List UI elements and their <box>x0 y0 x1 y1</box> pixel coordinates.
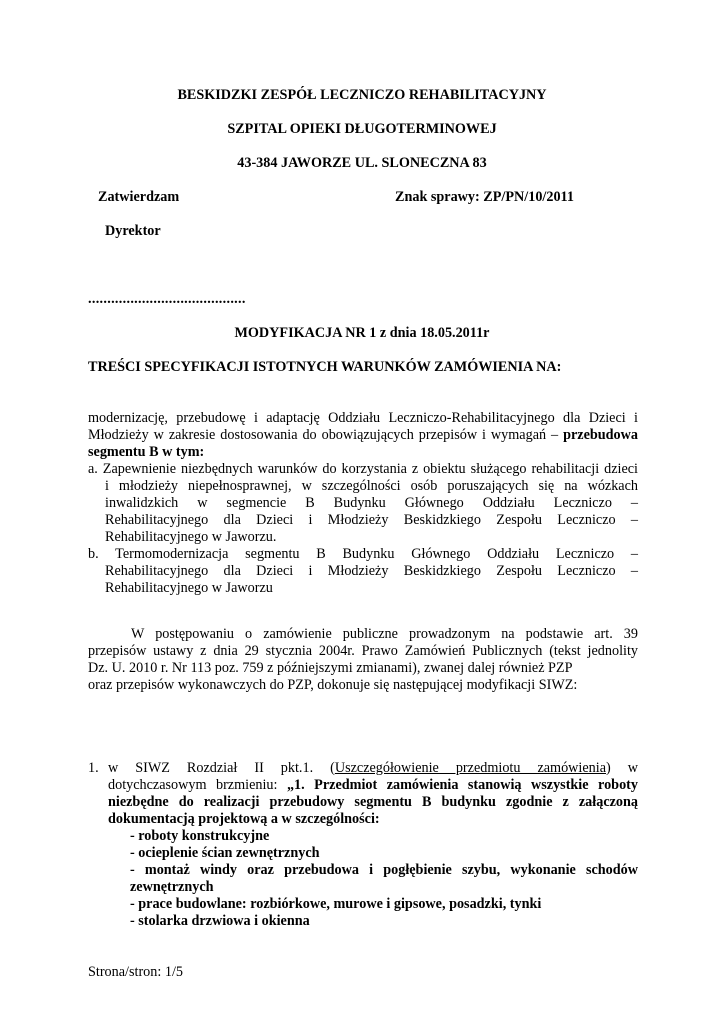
intro-line: segmentu B w tym: <box>88 444 205 460</box>
point-line <box>108 777 638 794</box>
works-item: - ocieplenie ścian zewnętrznych <box>130 845 320 861</box>
works-item: - roboty konstrukcyjne <box>130 828 270 844</box>
point-line: dokumentacją projektową a w szczególności: <box>108 811 380 827</box>
item-b-line: Rehabilitacyjnego w Jaworzu <box>105 580 273 596</box>
intro-text: Młodzieży w zakresie dostosowania do obowiązujących przepisów i wymagań – <box>88 427 564 443</box>
legal-line: oraz przepisów wykonawczych do PZP, dokonuje się następującej modyfikacji SIWZ: <box>88 677 578 693</box>
modification-title: MODYFIKACJA NR 1 z dnia 18.05.2011r <box>234 325 490 341</box>
subject-title: TREŚCI SPECYFIKACJI ISTOTNYCH WARUNKÓW ZAMÓWIENIA NA: <box>88 359 562 375</box>
item-a-line: a. Zapewnienie niezbędnych warunków do korzystania z obiektu służącego rehabilitacji dzieci <box>88 461 638 477</box>
intro-bold-text: przebudowa <box>563 427 638 443</box>
item-a-line: i młodzieży niepełnosprawnej, w szczególności osób poruszających się na wózkach <box>105 478 638 494</box>
hospital-name: SZPITAL OPIEKI DŁUGOTERMINOWEJ <box>227 121 497 137</box>
item-b-line: Rehabilitacyjnego dla Dzieci i Młodzieży Beskidzkiego Zespołu Leczniczo – <box>105 563 638 579</box>
point-number: 1. <box>88 760 99 776</box>
point-underlined-text: Uszczegółowienie przedmiotu zamówienia <box>334 760 606 776</box>
item-a-line: inwalidzkich w segmencie B Budynku Głównego Oddziału Leczniczo – <box>105 495 638 511</box>
signature-line: ......................................... <box>88 291 246 307</box>
approve-label: Zatwierdzam <box>98 189 180 205</box>
page-number: Strona/stron: 1/5 <box>88 964 183 980</box>
point-line: niezbędne do realizacji przebudowy segmentu B budynku zgodnie z załączoną <box>108 794 638 810</box>
legal-line: W postępowaniu o zamówienie publiczne prowadzonym na podstawie art. 39 <box>131 626 638 642</box>
intro-line: modernizację, przebudowę i adaptację Oddziału Leczniczo-Rehabilitacyjnego dla Dzieci i <box>88 410 638 426</box>
point-bold-text: „1. Przedmiot zamówienia stanowią wszystkie roboty <box>286 777 638 793</box>
case-number: Znak sprawy: ZP/PN/10/2011 <box>395 189 574 205</box>
legal-line: przepisów ustawy z dnia 29 stycznia 2004r. Prawo Zamówień Publicznych (tekst jednolity <box>88 643 638 659</box>
works-item: - montaż windy oraz przebudowa i pogłębienie szybu, wykonanie schodów <box>130 862 638 878</box>
point-line <box>108 760 638 777</box>
legal-line: Dz. U. 2010 r. Nr 113 poz. 759 z późniejszymi zmianami), zwanej dalej również PZP <box>88 660 573 676</box>
item-a-line: Rehabilitacyjnego w Jaworzu. <box>105 529 277 545</box>
intro-line <box>88 427 638 444</box>
institution-name: BESKIDZKI ZESPÓŁ LECZNICZO REHABILITACYJNY <box>177 87 547 103</box>
works-item: - prace budowlane: rozbiórkowe, murowe i gipsowe, posadzki, tynki <box>130 896 542 912</box>
item-a-line: Rehabilitacyjnego dla Dzieci i Młodzieży Beskidzkiego Zespołu Leczniczo – <box>105 512 638 528</box>
director-label: Dyrektor <box>105 223 161 239</box>
works-item: zewnętrznych <box>130 879 214 895</box>
point-text: dotychczasowym brzmieniu: <box>108 777 287 793</box>
point-text: ) w <box>606 760 638 776</box>
address: 43-384 JAWORZE UL. SLONECZNA 83 <box>237 155 487 171</box>
item-b-line: b. Termomodernizacja segmentu B Budynku Głównego Oddziału Leczniczo – <box>88 546 638 562</box>
works-item: - stolarka drzwiowa i okienna <box>130 913 310 929</box>
point-text: w SIWZ Rozdział II pkt.1. ( <box>108 760 335 776</box>
